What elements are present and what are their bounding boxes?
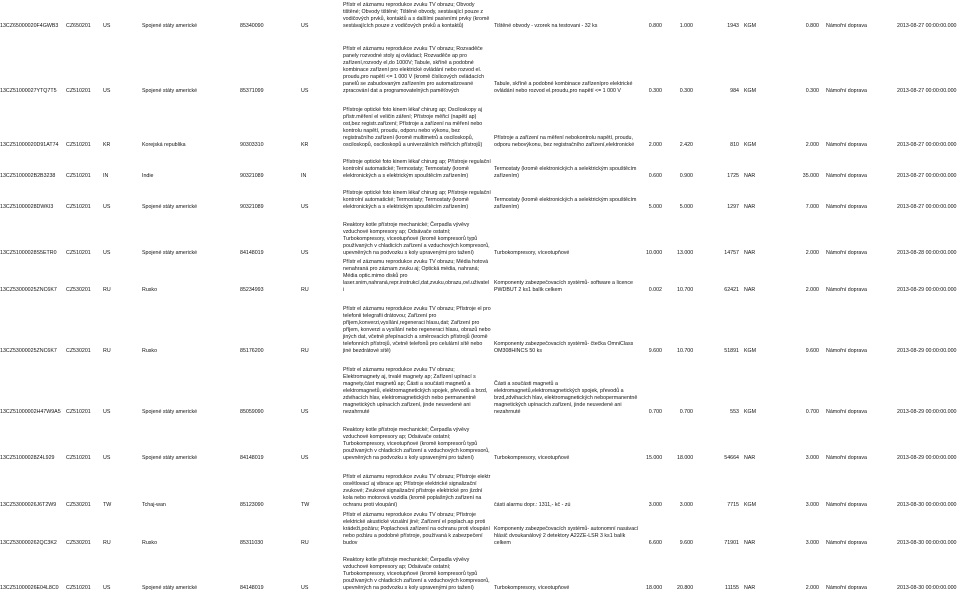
table-row xyxy=(0,355,960,416)
cell-q3: 2.000 xyxy=(805,141,819,148)
cell-cur: NAR xyxy=(744,539,756,546)
cell-goods: Komponenty zabezpečovacích systémů- software a licence PWDBUT 2 ks1 balík celkem xyxy=(494,279,633,293)
cell-q2: 10.700 xyxy=(677,347,694,354)
cell-q1: 0.600 xyxy=(648,172,662,179)
cell-id: 13CZ53000026J6T2W9 xyxy=(0,501,57,508)
cell-desc: Přístr el záznamu reprodukce zvuku TV obrazu; Elektromagnety aj, trvalé magnety ap; Zařízení upínací s magnety,část magnetů ap; Části a součásti magnetů a elektromagnetů, elektromagnetických spojek, převodů a brzd, zdvihacích hlav, elektromagnetických nebo permanentně magnetických upínacích zařízení, jinde neuvedené ani nezahrnuté xyxy=(343,366,488,415)
cell-origin: US xyxy=(103,454,111,461)
cell-goods: Části a součásti magnetů a elektromagnetů,elektromagnetických spojek, převodů a brzd,zdvihacích hlav, elektromagnetických nebopermanentně magnetických upínacích zařízení, jinde neuvedené ani nezahrnuté xyxy=(494,380,638,415)
cell-country: Spojené státy americké xyxy=(142,87,198,94)
cell-desc: Reaktory kotle přístroje mechanické; Čerpadla vývěvy vzduchové kompresory ap; Odsávače ostatní; Turbokompresory, víceotupňové (kromě kompresorů typů používaných v chladicích zařízení a vzduchových kompresorů, upevněných na podvozku s koly upravenými pro tažení) xyxy=(343,556,490,591)
cell-cur: NAR xyxy=(744,172,756,179)
cell-mode: Námořní doprava xyxy=(826,501,867,508)
cell-date: 2013-08-29 00:00:00.000 xyxy=(897,454,957,461)
cell-q3: 0.300 xyxy=(805,87,819,94)
cell-hs: 90321089 xyxy=(240,172,264,179)
cell-date: 2013-08-30 00:00:00.000 xyxy=(897,584,957,591)
cell-desc: Přístroje optické foto kinem lékař chirurg ap; Osciloskopy aj přístr.měření el veličin záření; Přístroje měřicí (napětí ap) ost,bez registr.zařízení; Přístroje a zařízení na měření nebo kontrolu napětí, proudu, odporu nebo výkonu, bez registračního zařízení (kromě multimetrů a osciloskopů, osciloskopů, osciloskopů a univerzálních měřicích přístrojů) xyxy=(343,106,483,148)
cell-val: 54664 xyxy=(724,454,739,461)
cell-cur: KGM xyxy=(744,22,757,29)
table-row xyxy=(0,0,960,30)
cell-mode: Námořní doprava xyxy=(826,22,867,29)
cell-cc: CZ510201 xyxy=(66,172,91,179)
cell-q1: 3.000 xyxy=(648,501,662,508)
cell-cc: CZ510201 xyxy=(66,141,91,148)
cell-id: 13CZ51000028S5ETR0 xyxy=(0,249,57,256)
cell-cur: KGM xyxy=(744,347,757,354)
cell-hs: 85340090 xyxy=(240,22,264,29)
cell-goods: Turbokompresory, víceotupňové xyxy=(494,454,570,461)
cell-country: Rusko xyxy=(142,539,158,546)
cell-hs: 84148019 xyxy=(240,249,264,256)
cell-id: 13CZ51000026E04L8C0 xyxy=(0,584,59,591)
cell-q1: 18.000 xyxy=(646,584,663,591)
cell-goods: části alarmu dopr.: 1311,- kč - zú xyxy=(494,501,571,508)
cell-cc: CZ530201 xyxy=(66,286,91,293)
cell-dest: US xyxy=(301,584,309,591)
cell-q2: 0.700 xyxy=(679,408,693,415)
cell-mode: Námořní doprava xyxy=(826,539,867,546)
table-row xyxy=(0,416,960,462)
cell-cc: CZ510201 xyxy=(66,584,91,591)
cell-country: Spojené státy americké xyxy=(142,454,198,461)
cell-country: Korejská republika xyxy=(142,141,186,148)
cell-cur: NAR xyxy=(744,584,756,591)
cell-dest: US xyxy=(301,203,309,210)
cell-hs: 85371099 xyxy=(240,87,264,94)
cell-goods: Tabule, skříně a podobné kombinace zařízenípro elektrické ovládání nebo rozvod el.proudu,pro napětí <= 1 000 V xyxy=(494,80,633,94)
cell-q2: 3.000 xyxy=(679,501,693,508)
cell-cur: NAR xyxy=(744,286,756,293)
table-row xyxy=(0,547,960,592)
cell-q1: 15.000 xyxy=(646,454,663,461)
table-row xyxy=(0,31,960,95)
cell-desc: Přístroje optické foto kinem lékař chirurg ap; Přístroje regulační kontrolní automatické; Termostaty; Termostaty (kromě elektronických a s elektrickým spouštěcím zařízením) xyxy=(343,189,491,210)
cell-dest: US xyxy=(301,22,309,29)
cell-id: 13CZ51000028Z4L929 xyxy=(0,454,55,461)
cell-hs: 85234993 xyxy=(240,286,264,293)
cell-date: 2013-08-29 00:00:00.000 xyxy=(897,347,957,354)
cell-q1: 0.800 xyxy=(648,22,662,29)
cell-dest: US xyxy=(301,249,309,256)
cell-cur: KGM xyxy=(744,408,757,415)
cell-cc: CZ530201 xyxy=(66,539,91,546)
cell-q1: 5.000 xyxy=(648,203,662,210)
cell-cc: CZ650201 xyxy=(66,22,91,29)
cell-origin: RU xyxy=(103,286,111,293)
cell-goods: Tištěné obvody - vzorek na testovani - 32 ks xyxy=(494,22,598,29)
cell-mode: Námořní doprava xyxy=(826,249,867,256)
table-row xyxy=(0,181,960,211)
cell-val: 810 xyxy=(730,141,739,148)
cell-goods: Turbokompresory, víceotupňové xyxy=(494,249,570,256)
cell-q3: 0.700 xyxy=(805,408,819,415)
table-row xyxy=(0,462,960,509)
table-row xyxy=(0,257,960,294)
cell-val: 984 xyxy=(730,87,739,94)
cell-country: Rusko xyxy=(142,347,158,354)
cell-q3: 3.000 xyxy=(805,454,819,461)
cell-date: 2013-08-27 00:00:00.000 xyxy=(897,203,957,210)
cell-mode: Námořní doprava xyxy=(826,584,867,591)
cell-id: 13CZ530000262QC3K2 xyxy=(0,539,57,546)
cell-cc: CZ510201 xyxy=(66,203,91,210)
cell-origin: US xyxy=(103,408,111,415)
cell-dest: TW xyxy=(301,501,310,508)
cell-id: 13CZ53000025ZNC6K7 xyxy=(0,347,57,354)
cell-origin: KR xyxy=(103,141,111,148)
table-row xyxy=(0,294,960,355)
cell-q1: 0.002 xyxy=(648,286,662,293)
cell-date: 2013-08-29 00:00:00.000 xyxy=(897,408,957,415)
cell-country: Spojené státy americké xyxy=(142,584,198,591)
cell-desc: Reaktory kotle přístroje mechanické; Čerpadla vývěvy vzduchové kompresory ap; Odsávače ostatní; Turbokompresory, víceotupňové (kromě kompresorů typů používaných v chladicích zařízení a vzduchových kompresorů, upevněných na podvozku s koly upravenými pro tažení) xyxy=(343,221,490,256)
cell-origin: IN xyxy=(103,172,109,179)
cell-dest: US xyxy=(301,454,309,461)
cell-q1: 9.600 xyxy=(648,347,662,354)
cell-dest: US xyxy=(301,87,309,94)
cell-hs: 85059090 xyxy=(240,408,264,415)
cell-cc: CZ510201 xyxy=(66,87,91,94)
cell-cur: NAR xyxy=(744,203,756,210)
cell-desc: Přístr el záznamu reprodukce zvuku TV obrazu; Přístroje elektrické akustické vizuální jiné; Zařízení el poplach.ap proti krádeži,požáru; Poplachová zařízení na ochranu proti vloupání nebo požáru a podobné přístroje, používaná k zabezpečení budov xyxy=(343,511,490,546)
cell-val: 1297 xyxy=(727,203,739,210)
cell-mode: Námořní doprava xyxy=(826,172,867,179)
cell-hs: 85311030 xyxy=(240,539,264,546)
cell-desc: Přístr el záznamu reprodukce zvuku TV obrazu; Média hotová nenahraná pro záznam zvuku aj; Optická média, nahraná; Média optic.mimo disků pro laser.snim,nahraná,repr.instrukcí,dat,zvuku,obrazu,ovl.uživatel i xyxy=(343,258,490,293)
cell-id: 13CZ51000027YTQ7T5 xyxy=(0,87,57,94)
cell-origin: US xyxy=(103,249,111,256)
cell-country: Spojené státy americké xyxy=(142,203,198,210)
cell-q3: 2.000 xyxy=(805,584,819,591)
cell-val: 14757 xyxy=(724,249,739,256)
cell-country: Rusko xyxy=(142,286,158,293)
cell-goods: Turbokompresory, víceotupňové xyxy=(494,584,570,591)
cell-cc: CZ510201 xyxy=(66,454,91,461)
cell-id: 13CZ53000025ZNC6K7 xyxy=(0,286,57,293)
cell-q3: 2.000 xyxy=(805,249,819,256)
cell-desc: Přístr el záznamu reprodukce zvuku TV obrazu; Přístroje elektr osvětlovací aj vibrace ap; Přístroje elektrické signalizační zvukové; Zvukové signalizační přístroje elektrické pro jízdní kola nebo motorová vozidla (kromě poplašných zařízení na ochranu proti vloupání) xyxy=(343,473,491,508)
cell-q3: 3.000 xyxy=(805,539,819,546)
cell-q2: 20.800 xyxy=(677,584,694,591)
cell-q1: 0.700 xyxy=(648,408,662,415)
cell-val: 1725 xyxy=(727,172,739,179)
cell-date: 2013-08-27 00:00:00.000 xyxy=(897,141,957,148)
cell-mode: Námořní doprava xyxy=(826,408,867,415)
cell-dest: RU xyxy=(301,286,309,293)
cell-cur: NAR xyxy=(744,249,756,256)
cell-origin: US xyxy=(103,87,111,94)
cell-goods: Komponenty zabezpečovacích systémů- čtečka OmniClass OM308HINCS 50 ks xyxy=(494,340,634,354)
cell-mode: Námořní doprava xyxy=(826,347,867,354)
cell-date: 2013-08-27 00:00:00.000 xyxy=(897,172,957,179)
cell-q1: 0.300 xyxy=(648,87,662,94)
table-row xyxy=(0,150,960,180)
cell-origin: US xyxy=(103,203,111,210)
cell-val: 1943 xyxy=(727,22,739,29)
cell-hs: 84148019 xyxy=(240,454,264,461)
cell-q3: 0.800 xyxy=(805,22,819,29)
cell-q3: 3.000 xyxy=(805,501,819,508)
cell-origin: TW xyxy=(103,501,112,508)
cell-country: Tchaj-wan xyxy=(142,501,166,508)
cell-date: 2013-08-28 00:00:00.000 xyxy=(897,249,957,256)
cell-goods: Termostaty (kromě elektronických a selektrickým spouštěcím zařízením) xyxy=(494,196,637,210)
table-row xyxy=(0,509,960,547)
cell-q2: 9.600 xyxy=(679,539,693,546)
cell-date: 2013-08-30 00:00:00.000 xyxy=(897,539,957,546)
cell-id: 13CZ51000028DWKI3 xyxy=(0,203,54,210)
cell-id: 13CZ65000020F4GWB3 xyxy=(0,22,59,29)
cell-cc: CZ510201 xyxy=(66,249,91,256)
cell-goods: Termostaty (kromě elektronických a selektrickým spouštěcím zařízením) xyxy=(494,165,637,179)
cell-hs: 84148019 xyxy=(240,584,264,591)
cell-cc: CZ510201 xyxy=(66,408,91,415)
cell-dest: KR xyxy=(301,141,309,148)
cell-cc: CZ530201 xyxy=(66,347,91,354)
cell-q3: 9.600 xyxy=(805,347,819,354)
cell-cur: NAR xyxy=(744,454,756,461)
cell-cc: CZ530201 xyxy=(66,501,91,508)
cell-q3: 7.000 xyxy=(805,203,819,210)
cell-val: 553 xyxy=(730,408,739,415)
cell-desc: Přístroje optické foto kinem lékař chirurg ap; Přístroje regulační kontrolní automatické; Termostaty; Termostaty (kromě elektronických a s elektrickým spouštěcím zařízením) xyxy=(343,158,491,179)
cell-q2: 18.000 xyxy=(677,454,694,461)
cell-desc: Přístr el záznamu reprodukce zvuku TV obrazu; Přístroje el pro telefonii telegrafii drátovou; Zařízení pro příjem,konverzi,vysílání,regeneraci hlasu,dat; Zařízení pro příjem, konverzi a vysílání nebo regeneraci hlasu, obrazů nebo jiných dat, včetně přepínacích a směrovacích přístrojů (kromě telefonních přístrojů, včetně telefonů pro celulární sítě nebo jiné bezdrátové sítě) xyxy=(343,305,491,354)
cell-cur: KGM xyxy=(744,141,757,148)
cell-dest: US xyxy=(301,408,309,415)
cell-dest: RU xyxy=(301,347,309,354)
table-row xyxy=(0,95,960,149)
cell-origin: RU xyxy=(103,347,111,354)
cell-desc: Přístr el záznamu reprodukce zvuku TV obrazu; Rozvaděče panely rozvodné stoly aj ovládací; Rozvaděče ap pro zařízení,rozvody el,do 1000V; Tabule, skříně a podobné kombinace zařízení pro elektrické ovládání nebo rozvod el. proudu,pro napětí <= 1 000 V (kromě číslicových ovládacích panelů se zabudovaným zařízením pro automatizované zpracování dat a programovatelných paměťových xyxy=(343,45,485,94)
cell-date: 2013-08-27 00:00:00.000 xyxy=(897,22,957,29)
cell-desc: Přístr el záznamu reprodukce zvuku TV obrazu; Obvody tištěné; Obvody tištěné; Tištěné obvody, sestávající pouze z vodičových prvků, kontaktů a s dalšími pasivními prvky (kromě sestávajících pouze z vodičových prvků a kontaktů) xyxy=(343,1,490,29)
cell-val: 11155 xyxy=(725,584,739,591)
cell-val: 62421 xyxy=(724,286,739,293)
cell-val: 51891 xyxy=(724,347,739,354)
cell-country: Spojené státy americké xyxy=(142,22,198,29)
cell-date: 2013-08-30 00:00:00.000 xyxy=(897,501,957,508)
cell-cur: KGM xyxy=(744,87,757,94)
cell-val: 71901 xyxy=(724,539,739,546)
cell-id: 13CZ5100002B2B3238 xyxy=(0,172,56,179)
cell-mode: Námořní doprava xyxy=(826,203,867,210)
cell-dest: IN xyxy=(301,172,307,179)
cell-q2: 0.300 xyxy=(679,87,693,94)
cell-origin: US xyxy=(103,584,111,591)
cell-q3: 35.000 xyxy=(802,172,819,179)
cell-val: 7715 xyxy=(727,501,739,508)
cell-cur: KGM xyxy=(744,501,757,508)
table-row xyxy=(0,211,960,257)
cell-mode: Námořní doprava xyxy=(826,87,867,94)
cell-q1: 10.000 xyxy=(646,249,663,256)
cell-q2: 13.000 xyxy=(677,249,694,256)
cell-hs: 85176200 xyxy=(240,347,264,354)
cell-mode: Námořní doprava xyxy=(826,454,867,461)
cell-q2: 2.420 xyxy=(679,141,693,148)
cell-q2: 1.000 xyxy=(679,22,693,29)
cell-q2: 10.700 xyxy=(677,286,694,293)
cell-mode: Námořní doprava xyxy=(826,141,867,148)
cell-id: 13CZ51000002H47W9A5 xyxy=(0,408,61,415)
cell-hs: 90321089 xyxy=(240,203,264,210)
cell-q1: 6.600 xyxy=(648,539,662,546)
cell-goods: Přístroje a zařízení na měření nebokontrolu napětí, proudu, odporu nebovýkonu, bez registračního zařízení,elektronické xyxy=(494,134,635,148)
cell-q2: 0.900 xyxy=(679,172,693,179)
cell-goods: Komponenty zabezpečovacích systémů- autonomní nasávací hlásič dvoukanálový 2 detektory A22ZE-LSR 3 ks1 balík celkem xyxy=(494,525,639,546)
cell-origin: US xyxy=(103,22,111,29)
cell-hs: 90303310 xyxy=(240,141,264,148)
cell-country: Spojené státy americké xyxy=(142,249,198,256)
cell-dest: RU xyxy=(301,539,309,546)
cell-date: 2013-08-29 00:00:00.000 xyxy=(897,286,957,293)
cell-mode: Námořní doprava xyxy=(826,286,867,293)
cell-q3: 2.000 xyxy=(805,286,819,293)
cell-hs: 85123090 xyxy=(240,501,264,508)
cell-desc: Reaktory kotle přístroje mechanické; Čerpadla vývěvy vzduchové kompresory ap; Odsávače ostatní; Turbokompresory, víceotupňové (kromě kompresorů typů používaných v chladicích zařízení a vzduchových kompresorů, upevněných na podvozku s koly upravenými pro tažení) xyxy=(343,426,490,461)
cell-country: Spojené státy americké xyxy=(142,408,198,415)
cell-origin: RU xyxy=(103,539,111,546)
cell-country: Indie xyxy=(142,172,154,179)
cell-q2: 5.000 xyxy=(679,203,693,210)
cell-date: 2013-08-27 00:00:00.000 xyxy=(897,87,957,94)
cell-id: 13CZ51000020D91AT74 xyxy=(0,141,59,148)
cell-q1: 2.000 xyxy=(648,141,662,148)
